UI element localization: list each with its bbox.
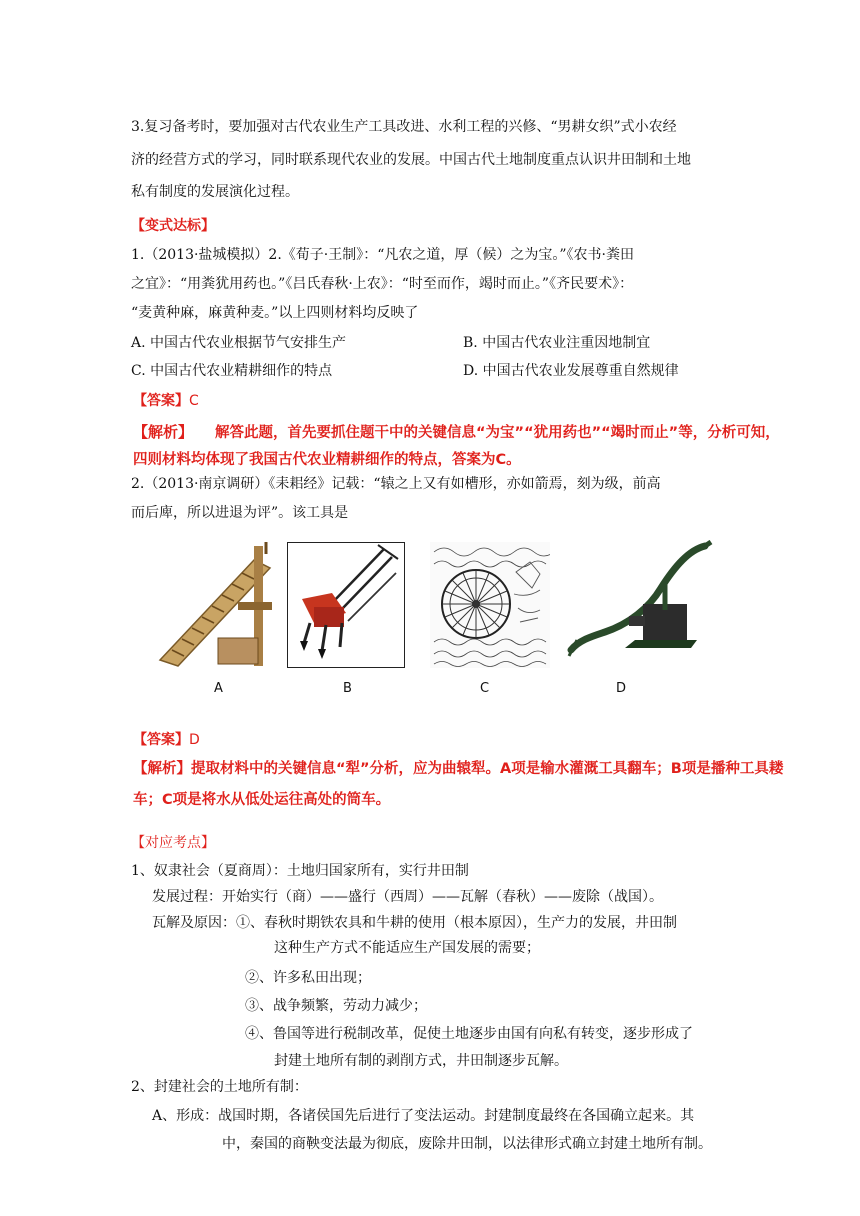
option-d-image xyxy=(565,540,715,668)
intro-line-1: 3.复习备考时，要加强对古代农业生产工具改进、水利工程的兴修、“男耕女织”式小农经 xyxy=(131,119,677,135)
q1-option-d: D. 中国古代农业发展尊重自然规律 xyxy=(463,363,679,379)
point-1-reason-label: 瓦解及原因： xyxy=(152,915,236,931)
option-d-label: D xyxy=(616,681,627,696)
option-c-image xyxy=(430,542,550,668)
q2-explanation-text-1: 提取材料中的关键信息“犁”分析，应为曲辕犁。A项是输水灌溉工具翻车；B项是播种工具耧 xyxy=(191,761,784,777)
q1-explanation-line-2: 四则材料均体现了我国古代农业精耕细作的特点，答案为C。 xyxy=(133,452,521,468)
reason-1a: ①、春秋时期铁农具和牛耕的使用（根本原因），生产力的发展，井田制 xyxy=(236,915,677,931)
point-1-title: 1、奴隶社会（夏商周）：土地归国家所有，实行井田制 xyxy=(131,863,469,879)
section-drill-heading: 【变式达标】 xyxy=(131,218,215,234)
q2-line-1: 2.（2013·南京调研）《耒耜经》记载：“辕之上又有如槽形，亦如箭焉，刻为级，前高 xyxy=(131,476,661,492)
q1-answer xyxy=(133,390,199,410)
q1-option-b: B. 中国古代农业注重因地制宜 xyxy=(463,335,651,351)
reason-1b: 这种生产方式不能适应生产国发展的需要； xyxy=(274,940,540,956)
reason-4a: ④、鲁国等进行税制改革，促使土地逐步由国有向私有转变，逐步形成了 xyxy=(245,1026,693,1042)
point-2-title: 2、封建社会的土地所有制： xyxy=(131,1079,308,1095)
q1-line-3: “麦黄种麻，麻黄种麦。”以上四则材料均反映了 xyxy=(131,305,419,321)
q2-line-2: 而后庳，所以进退为评”。该工具是 xyxy=(131,505,349,521)
q1-explanation-label: 【解析】 xyxy=(133,423,194,441)
option-b-image xyxy=(287,542,405,668)
q1-explanation-line-1 xyxy=(133,421,780,442)
curved-shaft-plough-icon xyxy=(565,540,715,668)
q1-option-c: C. 中国古代农业精耕细作的特点 xyxy=(131,363,333,379)
reason-2: ②、许多私田出现； xyxy=(245,970,371,986)
option-a-label: A xyxy=(214,681,223,696)
q2-answer-label: 【答案】 xyxy=(133,732,189,748)
option-a-image xyxy=(158,542,276,668)
square-pallet-chain-pump-icon xyxy=(158,542,276,668)
q1-option-a: A. 中国古代农业根据节气安排生产 xyxy=(131,335,347,351)
seed-drill-icon xyxy=(288,543,403,666)
reason-3: ③、战争频繁，劳动力减少； xyxy=(245,998,427,1014)
point-1-development: 发展过程：开始实行（商）——盛行（西周）——瓦解（春秋）——废除（战国）。 xyxy=(152,889,663,905)
q1-answer-value: C xyxy=(189,393,199,409)
point-2-formation-text-2: 中，秦国的商鞅变法最为彻底，废除井田制，以法律形式确立封建土地所有制。 xyxy=(222,1136,712,1152)
q2-answer-value: D xyxy=(189,732,200,748)
q2-explanation-label: 【解析】 xyxy=(133,761,191,777)
section-points-heading: 【对应考点】 xyxy=(131,835,215,851)
reason-4b: 封建土地所有制的剥削方式，井田制逐步瓦解。 xyxy=(274,1053,568,1069)
q2-explanation-line-2: 车；C项是将水从低处运往高处的筒车。 xyxy=(133,792,391,808)
q1-line-1: 1.（2013·盐城模拟）2.《荀子·王制》：“凡农之道，厚（候）之为宝。”《农书·粪田 xyxy=(131,247,635,263)
tube-wheel-woodcut-icon xyxy=(430,542,550,668)
q1-explanation-text-1: 解答此题，首先要抓住题干中的关键信息“为宝”“犹用药也”“竭时而止”等，分析可知， xyxy=(215,425,780,441)
q2-explanation-line-1 xyxy=(133,757,783,778)
q1-answer-label: 【答案】 xyxy=(133,393,189,409)
option-b-label: B xyxy=(343,681,352,696)
point-2-formation-text-1: 战国时期，各诸侯国先后进行了变法运动。封建制度最终在各国确立起来。其 xyxy=(218,1108,695,1124)
intro-line-2: 济的经营方式的学习，同时联系现代农业的发展。中国古代土地制度重点认识井田制和土地 xyxy=(131,152,691,168)
q2-answer xyxy=(133,729,200,749)
point-2-formation-line-1 xyxy=(152,1105,694,1125)
q1-line-2: 之宜》：“用粪犹用药也。”《吕氏春秋·上农》：“时至而作，竭时而止。”《齐民要术》： xyxy=(131,276,634,292)
point-2-formation-label: A、形成： xyxy=(152,1108,219,1124)
intro-line-3: 私有制度的发展演化过程。 xyxy=(131,184,299,200)
option-c-label: C xyxy=(480,681,490,696)
point-1-reason-line-1 xyxy=(152,912,677,932)
